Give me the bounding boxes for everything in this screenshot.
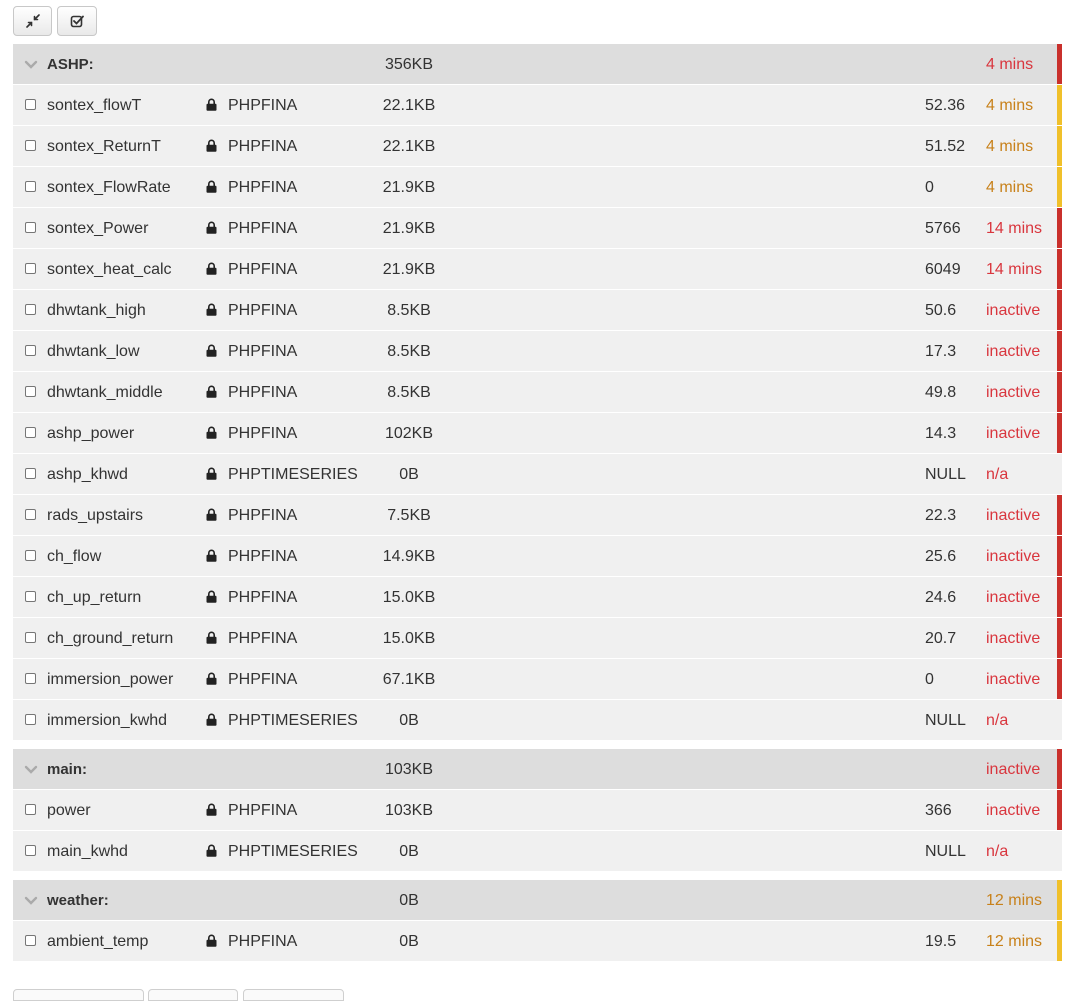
status-bar bbox=[1057, 536, 1062, 576]
bottom-button-3[interactable] bbox=[243, 989, 344, 1001]
feed-checkbox[interactable] bbox=[25, 509, 36, 520]
feed-value: 22.3 bbox=[925, 507, 957, 524]
lock-icon bbox=[206, 426, 217, 439]
feed-engine: PHPFINA bbox=[228, 507, 298, 524]
lock-icon bbox=[206, 508, 217, 521]
feed-last-updated: 4 mins bbox=[986, 97, 1034, 114]
feed-engine: PHPFINA bbox=[228, 671, 298, 688]
feed-engine: PHPFINA bbox=[228, 384, 298, 401]
lock-icon bbox=[206, 631, 217, 644]
feed-size: 7.5KB bbox=[387, 507, 431, 524]
feed-checkbox[interactable] bbox=[25, 935, 36, 946]
lock-icon bbox=[206, 803, 217, 816]
feed-last-updated: n/a bbox=[986, 466, 1009, 483]
feed-value: 24.6 bbox=[925, 589, 957, 606]
feed-name: sontex_ReturnT bbox=[47, 138, 161, 155]
feed-engine: PHPFINA bbox=[228, 138, 298, 155]
feed-name: sontex_FlowRate bbox=[47, 179, 171, 196]
node-size: 103KB bbox=[384, 761, 434, 778]
feed-engine: PHPTIMESERIES bbox=[228, 466, 358, 483]
feed-size: 22.1KB bbox=[382, 97, 436, 114]
status-bar bbox=[1057, 331, 1062, 371]
feed-name: ch_up_return bbox=[47, 589, 142, 606]
status-bar bbox=[1057, 249, 1062, 289]
feed-row[interactable] bbox=[13, 700, 1062, 741]
feed-checkbox[interactable] bbox=[25, 550, 36, 561]
status-bar bbox=[1057, 577, 1062, 617]
feed-last-updated: 14 mins bbox=[986, 220, 1043, 237]
feed-size: 103KB bbox=[384, 802, 434, 819]
chevron-down-icon[interactable] bbox=[24, 763, 38, 775]
lock-icon bbox=[206, 467, 217, 480]
feed-checkbox[interactable] bbox=[25, 99, 36, 110]
feed-name: immersion_kwhd bbox=[47, 712, 168, 729]
feed-engine: PHPFINA bbox=[228, 425, 298, 442]
node-size: 356KB bbox=[384, 56, 434, 73]
lock-icon bbox=[206, 139, 217, 152]
feed-checkbox[interactable] bbox=[25, 427, 36, 438]
feed-value: 366 bbox=[925, 802, 952, 819]
feed-name: dhwtank_low bbox=[47, 343, 140, 360]
feed-name: ashp_power bbox=[47, 425, 135, 442]
node-name: main: bbox=[47, 761, 88, 778]
feed-checkbox[interactable] bbox=[25, 804, 36, 815]
feed-row[interactable] bbox=[13, 659, 1062, 700]
node-last-updated: 4 mins bbox=[986, 56, 1034, 73]
feed-engine: PHPFINA bbox=[228, 302, 298, 319]
feed-size: 8.5KB bbox=[387, 343, 431, 360]
feed-engine: PHPFINA bbox=[228, 343, 298, 360]
feed-last-updated: inactive bbox=[986, 802, 1041, 819]
feed-last-updated: inactive bbox=[986, 425, 1041, 442]
node-size: 0B bbox=[399, 892, 419, 909]
feed-size: 0B bbox=[399, 466, 419, 483]
feed-size: 0B bbox=[399, 712, 419, 729]
feed-engine: PHPTIMESERIES bbox=[228, 843, 358, 860]
feed-size: 102KB bbox=[384, 425, 434, 442]
feed-value: 20.7 bbox=[925, 630, 957, 647]
feed-checkbox[interactable] bbox=[25, 181, 36, 192]
feed-size: 0B bbox=[399, 843, 419, 860]
feed-name: sontex_heat_calc bbox=[47, 261, 172, 278]
feed-name: dhwtank_high bbox=[47, 302, 146, 319]
feed-name: ch_flow bbox=[47, 548, 102, 565]
feed-last-updated: inactive bbox=[986, 548, 1041, 565]
feed-engine: PHPFINA bbox=[228, 548, 298, 565]
node-row[interactable] bbox=[13, 880, 1062, 921]
feed-size: 22.1KB bbox=[382, 138, 436, 155]
feed-last-updated: n/a bbox=[986, 843, 1009, 860]
check-square-icon bbox=[70, 14, 84, 28]
feed-row[interactable] bbox=[13, 167, 1062, 208]
feed-checkbox[interactable] bbox=[25, 222, 36, 233]
status-bar bbox=[1057, 921, 1062, 961]
chevron-down-icon[interactable] bbox=[24, 894, 38, 906]
select-all-button[interactable] bbox=[57, 6, 97, 36]
feed-size: 15.0KB bbox=[382, 630, 436, 647]
feed-row[interactable] bbox=[13, 331, 1062, 372]
feed-engine: PHPFINA bbox=[228, 630, 298, 647]
feed-size: 8.5KB bbox=[387, 302, 431, 319]
feed-checkbox[interactable] bbox=[25, 845, 36, 856]
status-bar bbox=[1057, 659, 1062, 699]
feed-value: NULL bbox=[925, 843, 966, 860]
status-bar bbox=[1057, 880, 1062, 920]
feed-row[interactable] bbox=[13, 495, 1062, 536]
feed-checkbox[interactable] bbox=[25, 468, 36, 479]
feed-row[interactable] bbox=[13, 413, 1062, 454]
lock-icon bbox=[206, 844, 217, 857]
node-row[interactable] bbox=[13, 44, 1062, 85]
feed-engine: PHPFINA bbox=[228, 802, 298, 819]
lock-icon bbox=[206, 344, 217, 357]
feed-last-updated: 4 mins bbox=[986, 179, 1034, 196]
feed-last-updated: inactive bbox=[986, 589, 1041, 606]
node-name: weather: bbox=[47, 892, 109, 909]
feed-name: power bbox=[47, 802, 91, 819]
feed-engine: PHPFINA bbox=[228, 261, 298, 278]
feed-last-updated: 4 mins bbox=[986, 138, 1034, 155]
feed-row[interactable] bbox=[13, 208, 1062, 249]
feed-checkbox[interactable] bbox=[25, 714, 36, 725]
feed-engine: PHPFINA bbox=[228, 220, 298, 237]
feed-last-updated: n/a bbox=[986, 712, 1009, 729]
feed-engine: PHPFINA bbox=[228, 179, 298, 196]
feed-last-updated: 14 mins bbox=[986, 261, 1043, 278]
feed-size: 21.9KB bbox=[382, 179, 436, 196]
feed-row[interactable] bbox=[13, 249, 1062, 290]
collapse-all-button[interactable] bbox=[13, 6, 52, 36]
lock-icon bbox=[206, 303, 217, 316]
feed-size: 15.0KB bbox=[382, 589, 436, 606]
node-row[interactable] bbox=[13, 749, 1062, 790]
feed-last-updated: inactive bbox=[986, 384, 1041, 401]
chevron-down-icon[interactable] bbox=[24, 58, 38, 70]
lock-icon bbox=[206, 98, 217, 111]
feed-size: 8.5KB bbox=[387, 384, 431, 401]
lock-icon bbox=[206, 385, 217, 398]
feed-name: sontex_Power bbox=[47, 220, 149, 237]
feed-checkbox[interactable] bbox=[25, 673, 36, 684]
feed-value: 6049 bbox=[925, 261, 961, 278]
feed-value: 0 bbox=[925, 671, 934, 688]
feed-value: 49.8 bbox=[925, 384, 957, 401]
feed-value: 52.36 bbox=[925, 97, 966, 114]
feed-name: ambient_temp bbox=[47, 933, 149, 950]
feed-value: 5766 bbox=[925, 220, 961, 237]
lock-icon bbox=[206, 713, 217, 726]
feed-engine: PHPTIMESERIES bbox=[228, 712, 358, 729]
feed-list bbox=[13, 44, 1062, 962]
feed-last-updated: 12 mins bbox=[986, 933, 1043, 950]
feed-name: dhwtank_middle bbox=[47, 384, 163, 401]
feed-row[interactable] bbox=[13, 126, 1062, 167]
feed-row[interactable] bbox=[13, 454, 1062, 495]
feed-value: 19.5 bbox=[925, 933, 957, 950]
feed-name: main_kwhd bbox=[47, 843, 128, 860]
feed-checkbox[interactable] bbox=[25, 304, 36, 315]
feed-row[interactable] bbox=[13, 790, 1062, 831]
feed-checkbox[interactable] bbox=[25, 386, 36, 397]
feed-last-updated: inactive bbox=[986, 630, 1041, 647]
feed-value: 51.52 bbox=[925, 138, 966, 155]
feed-name: ashp_khwd bbox=[47, 466, 128, 483]
feed-size: 0B bbox=[399, 933, 419, 950]
feed-row[interactable] bbox=[13, 921, 1062, 962]
feed-row[interactable] bbox=[13, 372, 1062, 413]
status-bar bbox=[1057, 126, 1062, 166]
feed-checkbox[interactable] bbox=[25, 591, 36, 602]
feed-row[interactable] bbox=[13, 290, 1062, 331]
feed-name: sontex_flowT bbox=[47, 97, 142, 114]
status-bar bbox=[1057, 749, 1062, 789]
status-bar bbox=[1057, 44, 1062, 84]
lock-icon bbox=[206, 221, 217, 234]
feed-checkbox[interactable] bbox=[25, 140, 36, 151]
lock-icon bbox=[206, 590, 217, 603]
feed-value: 14.3 bbox=[925, 425, 957, 442]
status-bar bbox=[1057, 790, 1062, 830]
feed-last-updated: inactive bbox=[986, 507, 1041, 524]
feed-name: ch_ground_return bbox=[47, 630, 174, 647]
feed-engine: PHPFINA bbox=[228, 589, 298, 606]
feed-row[interactable] bbox=[13, 85, 1062, 126]
lock-icon bbox=[206, 549, 217, 562]
feed-value: 25.6 bbox=[925, 548, 957, 565]
node-name: ASHP: bbox=[47, 56, 94, 73]
feed-row[interactable] bbox=[13, 577, 1062, 618]
bottom-button-2[interactable] bbox=[148, 989, 238, 1001]
status-bar bbox=[1057, 372, 1062, 412]
lock-icon bbox=[206, 262, 217, 275]
feed-size: 21.9KB bbox=[382, 220, 436, 237]
feed-value: 50.6 bbox=[925, 302, 957, 319]
node-last-updated: 12 mins bbox=[986, 892, 1043, 909]
lock-icon bbox=[206, 180, 217, 193]
feed-value: 0 bbox=[925, 179, 934, 196]
feed-value: NULL bbox=[925, 466, 966, 483]
status-bar bbox=[1057, 208, 1062, 248]
feed-checkbox[interactable] bbox=[25, 632, 36, 643]
feed-engine: PHPFINA bbox=[228, 97, 298, 114]
feed-last-updated: inactive bbox=[986, 671, 1041, 688]
feed-row[interactable] bbox=[13, 618, 1062, 659]
status-bar bbox=[1057, 495, 1062, 535]
collapse-arrows-icon bbox=[26, 14, 40, 28]
feed-last-updated: inactive bbox=[986, 343, 1041, 360]
feed-value: 17.3 bbox=[925, 343, 957, 360]
feed-size: 21.9KB bbox=[382, 261, 436, 278]
feed-checkbox[interactable] bbox=[25, 345, 36, 356]
feed-size: 14.9KB bbox=[382, 548, 436, 565]
status-bar bbox=[1057, 618, 1062, 658]
feed-checkbox[interactable] bbox=[25, 263, 36, 274]
lock-icon bbox=[206, 934, 217, 947]
bottom-button-1[interactable] bbox=[13, 989, 144, 1001]
feed-row[interactable] bbox=[13, 536, 1062, 577]
feed-engine: PHPFINA bbox=[228, 933, 298, 950]
feed-value: NULL bbox=[925, 712, 966, 729]
feed-size: 67.1KB bbox=[382, 671, 436, 688]
lock-icon bbox=[206, 672, 217, 685]
feed-name: rads_upstairs bbox=[47, 507, 144, 524]
feed-name: immersion_power bbox=[47, 671, 174, 688]
status-bar bbox=[1057, 85, 1062, 125]
node-last-updated: inactive bbox=[986, 761, 1041, 778]
status-bar bbox=[1057, 413, 1062, 453]
status-bar bbox=[1057, 290, 1062, 330]
feed-last-updated: inactive bbox=[986, 302, 1041, 319]
status-bar bbox=[1057, 167, 1062, 207]
feed-row[interactable] bbox=[13, 831, 1062, 872]
